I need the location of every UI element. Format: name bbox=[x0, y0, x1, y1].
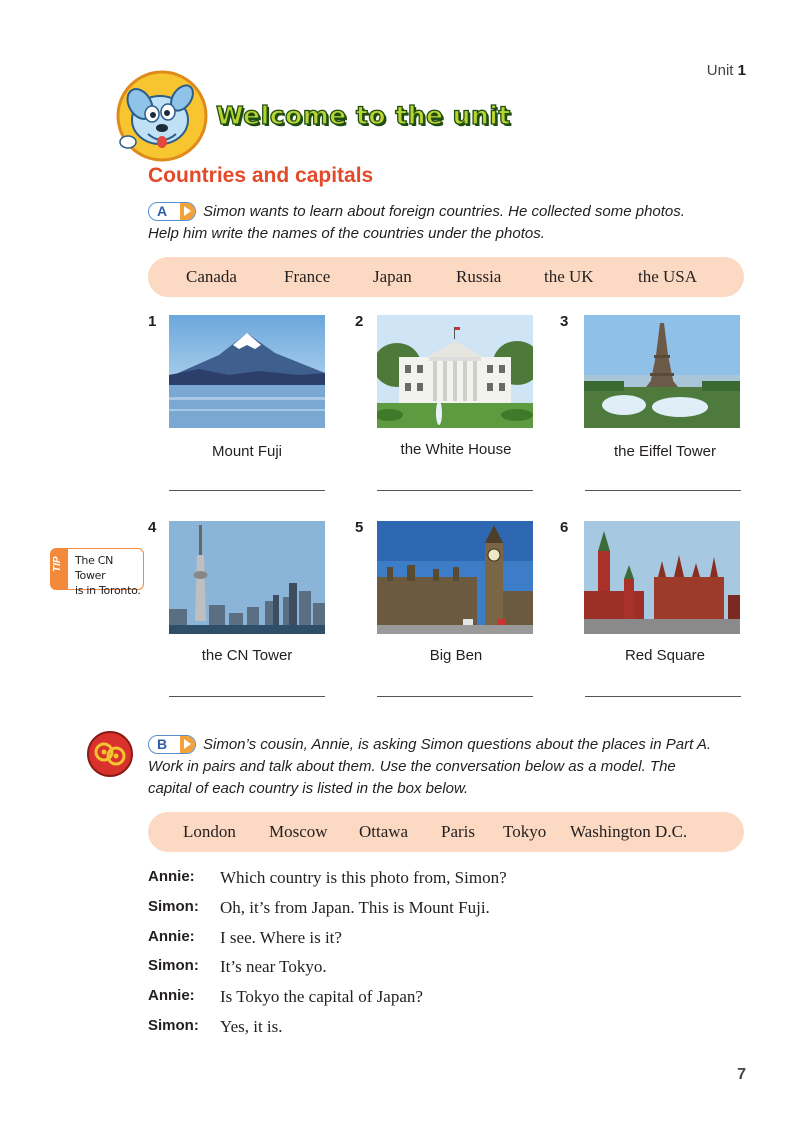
dialogue-line bbox=[148, 987, 708, 1007]
caption-white-house: the White House bbox=[400, 441, 512, 458]
speech: Which country is this photo from, Simon? bbox=[220, 868, 507, 887]
tip-body bbox=[68, 548, 144, 597]
speech: I see. Where is it? bbox=[220, 928, 342, 947]
speaker: Annie: bbox=[148, 868, 195, 885]
photo-number-4: 4 bbox=[148, 519, 157, 536]
tip-line2: is in Toronto. bbox=[75, 584, 141, 597]
speech: It’s near Tokyo. bbox=[220, 957, 327, 976]
part-b-instruction-line3: capital of each country is listed in the box below. bbox=[148, 780, 469, 797]
caption-cn-tower: the CN Tower bbox=[201, 647, 293, 664]
dialogue-line bbox=[148, 957, 708, 977]
photo-mount-fuji bbox=[169, 315, 325, 428]
caption-mount-fuji: Mount Fuji bbox=[211, 443, 283, 460]
answer-line-2 bbox=[377, 490, 533, 491]
dialogue-line bbox=[148, 898, 708, 918]
caption-eiffel-tower: the Eiffel Tower bbox=[613, 443, 716, 460]
answer-line-5 bbox=[377, 696, 533, 697]
photo-number-3: 3 bbox=[560, 313, 569, 330]
unit-label bbox=[707, 62, 746, 79]
caption-big-ben: Big Ben bbox=[429, 647, 483, 664]
part-a-instruction-line2: Help him write the names of the countries under the photos. bbox=[148, 225, 545, 242]
part-b-instruction-line2: Work in pairs and talk about them. Use the conversation below as a model. The bbox=[148, 758, 676, 775]
part-b-letter: B bbox=[157, 736, 168, 752]
photo-red-square bbox=[584, 521, 740, 634]
speech: Is Tokyo the capital of Japan? bbox=[220, 987, 423, 1006]
dog-mascot-icon bbox=[112, 68, 208, 164]
capital-word: London bbox=[183, 822, 236, 841]
photo-number-1: 1 bbox=[148, 313, 157, 330]
dialogue-line bbox=[148, 868, 708, 888]
country-word: the UK bbox=[544, 267, 594, 286]
dialogue-line bbox=[148, 1017, 708, 1037]
tip-box bbox=[50, 548, 144, 597]
photo-number-5: 5 bbox=[355, 519, 364, 536]
photo-cn-tower bbox=[169, 521, 325, 634]
capital-word: Paris bbox=[441, 822, 475, 841]
part-a-instruction bbox=[148, 201, 685, 245]
photo-big-ben bbox=[377, 521, 533, 634]
dialogue-line bbox=[148, 928, 708, 948]
country-word: Canada bbox=[186, 267, 237, 286]
answer-line-1 bbox=[169, 490, 325, 491]
section-title: Countries and capitals bbox=[148, 164, 374, 187]
tip-label: TIP bbox=[52, 556, 63, 572]
unit-prefix: Unit bbox=[706, 62, 734, 79]
speech: Yes, it is. bbox=[220, 1017, 283, 1036]
speaker: Annie: bbox=[148, 928, 195, 945]
speaker: Simon: bbox=[148, 898, 199, 915]
answer-line-3 bbox=[585, 490, 741, 491]
capital-word: Tokyo bbox=[503, 822, 547, 841]
part-b-instruction-line1: Simon’s cousin, Annie, is asking Simon questions about the places in Part A. bbox=[203, 736, 712, 753]
country-word: Russia bbox=[456, 267, 502, 286]
answer-line-4 bbox=[169, 696, 325, 697]
capital-word: Washington D.C. bbox=[570, 822, 688, 841]
part-a-instruction-line1: Simon wants to learn about foreign countries. He collected some photos. bbox=[203, 203, 685, 220]
capital-word: Moscow bbox=[269, 822, 328, 841]
country-word: Japan bbox=[373, 267, 412, 286]
country-word: the USA bbox=[638, 267, 698, 286]
answer-line-6 bbox=[585, 696, 741, 697]
photo-number-2: 2 bbox=[355, 313, 364, 330]
speaker: Annie: bbox=[148, 987, 195, 1004]
part-b-instruction bbox=[148, 734, 748, 800]
page-number: 7 bbox=[737, 1066, 746, 1083]
pair-work-icon bbox=[86, 730, 134, 778]
caption-red-square: Red Square bbox=[624, 647, 706, 664]
unit-title: Welcome to the unit bbox=[216, 101, 511, 130]
capital-word: Ottawa bbox=[359, 822, 409, 841]
part-a-letter: A bbox=[157, 203, 168, 219]
country-word: France bbox=[284, 267, 331, 286]
photo-white-house bbox=[377, 315, 533, 428]
tip-tab bbox=[50, 548, 68, 590]
unit-number: 1 bbox=[737, 62, 746, 79]
photo-number-6: 6 bbox=[560, 519, 569, 536]
capitals-word-box bbox=[148, 812, 744, 852]
countries-word-box bbox=[148, 257, 744, 297]
photo-eiffel-tower bbox=[584, 315, 740, 428]
tip-line1: The CN Tower bbox=[75, 554, 114, 582]
speaker: Simon: bbox=[148, 1017, 199, 1034]
speech: Oh, it’s from Japan. This is Mount Fuji. bbox=[220, 898, 490, 917]
speaker: Simon: bbox=[148, 957, 199, 974]
